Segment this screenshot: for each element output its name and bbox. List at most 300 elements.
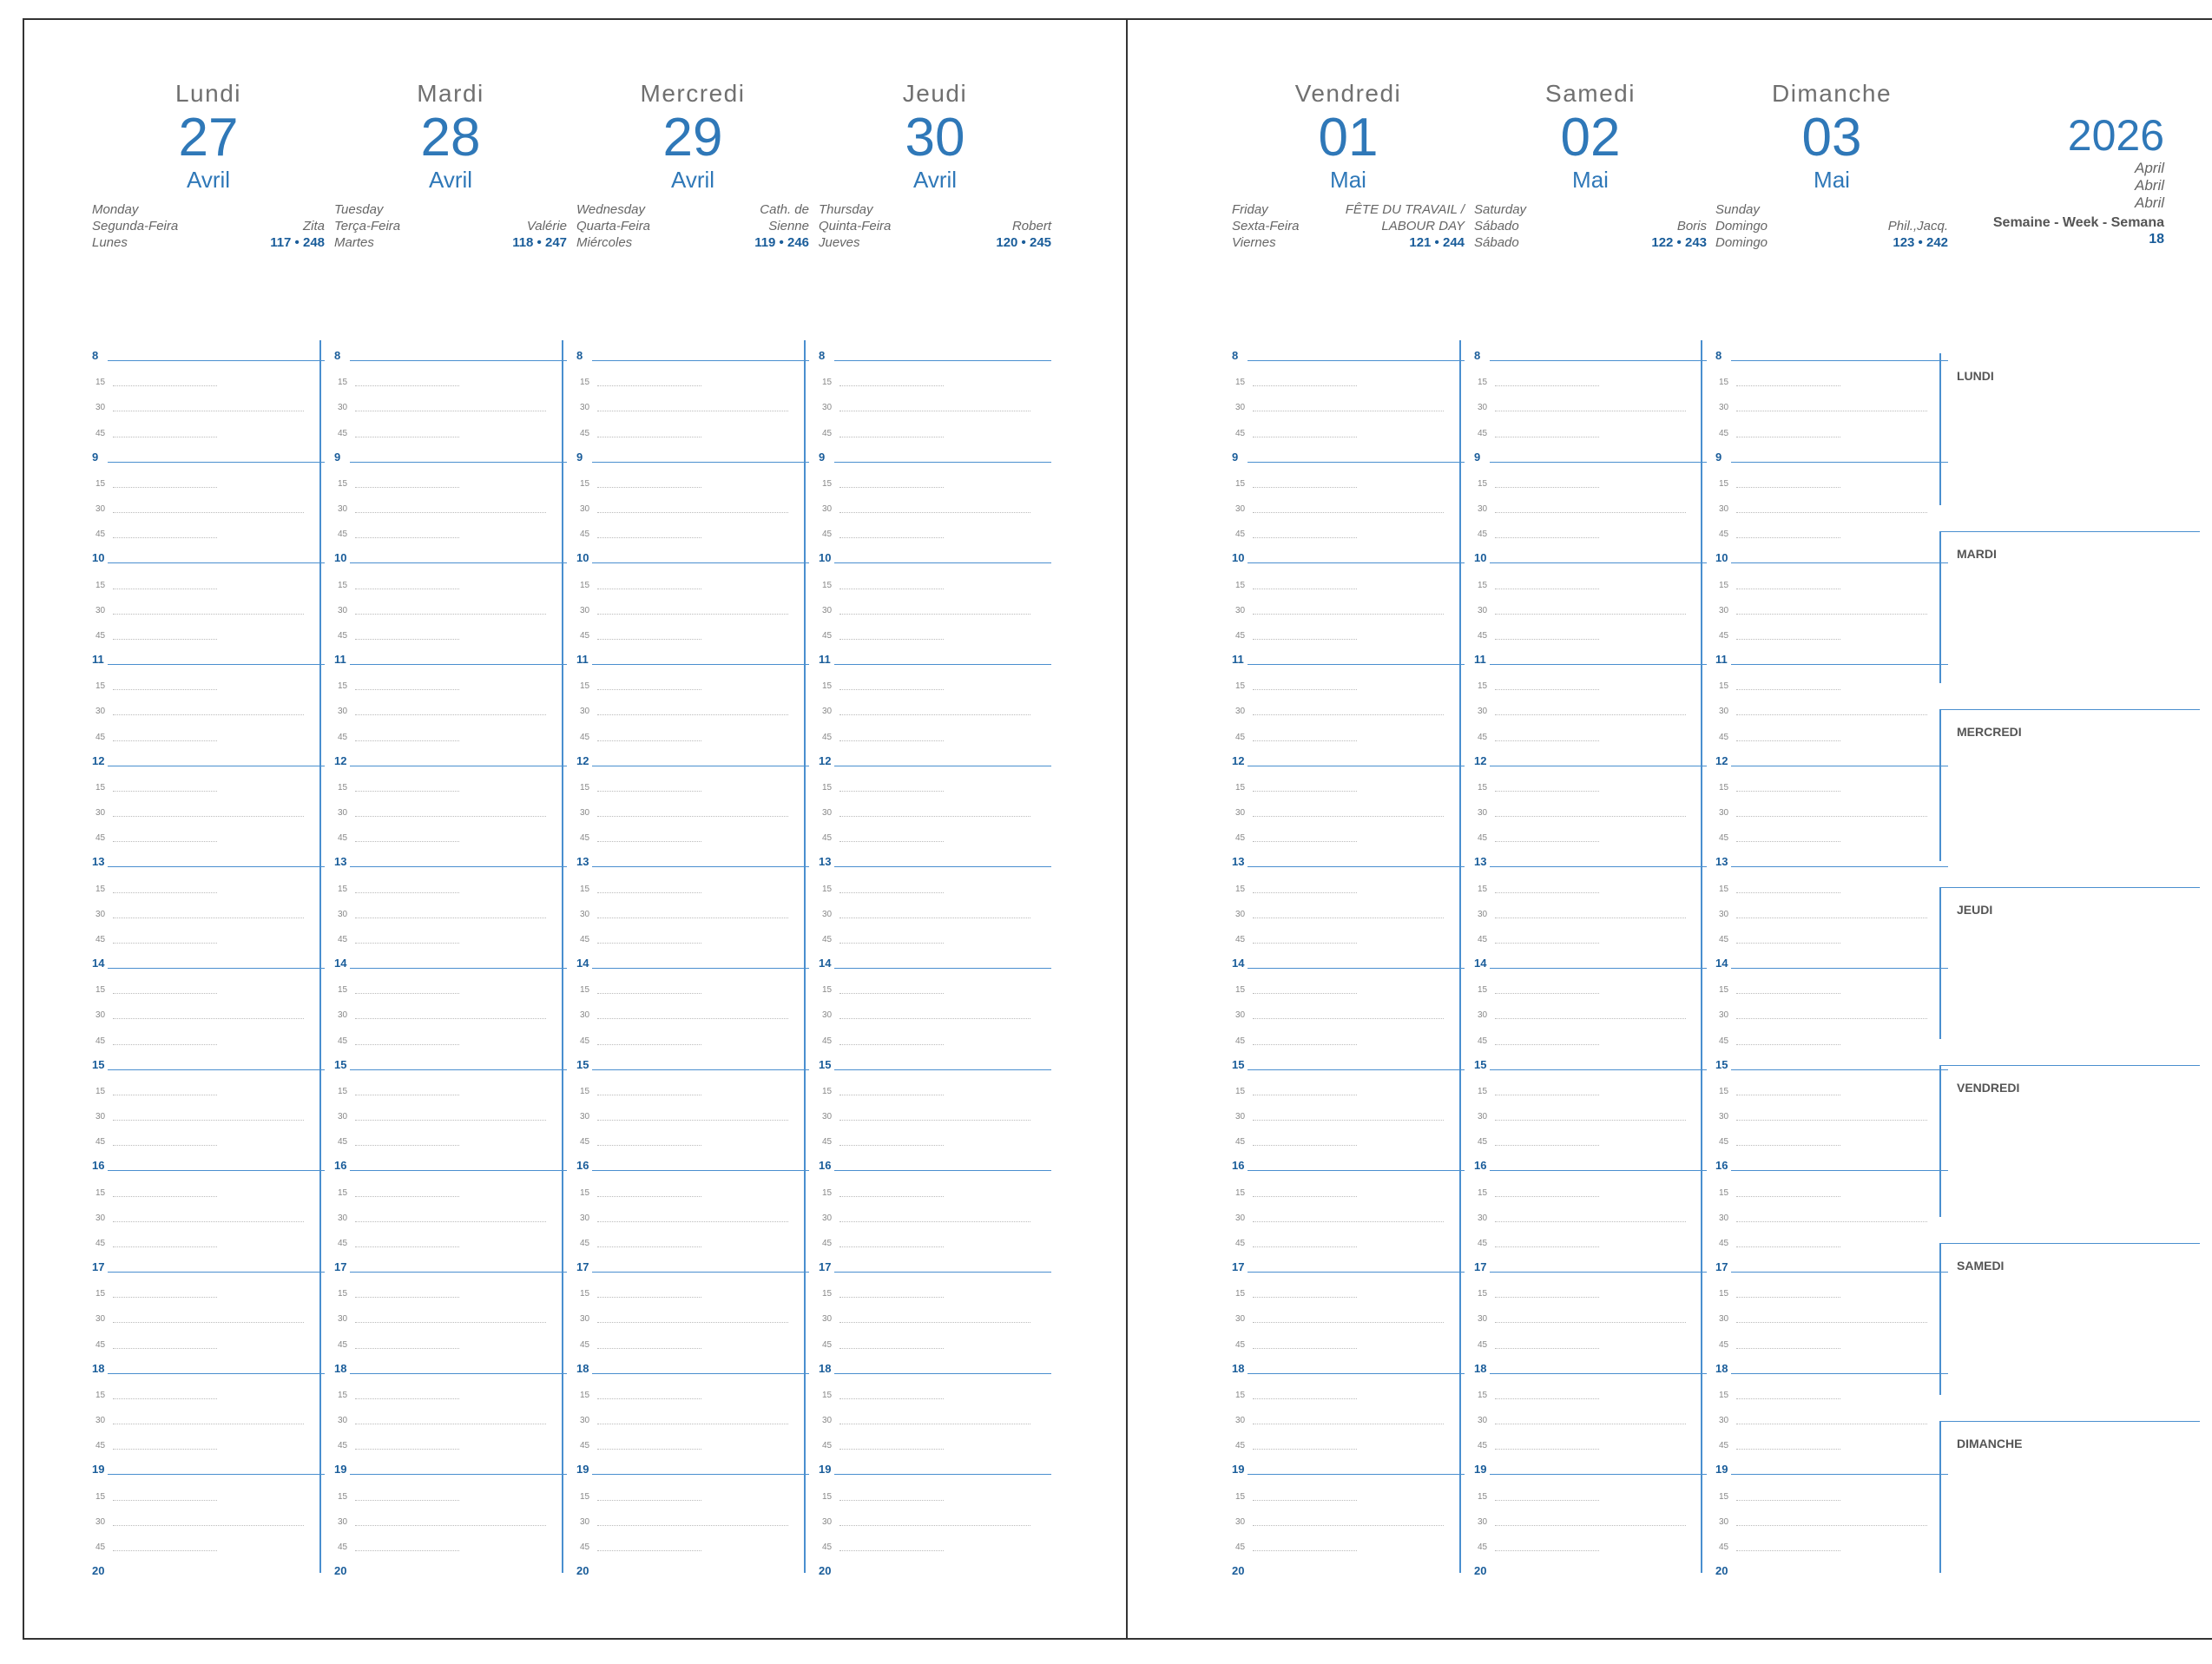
- quarter-slot[interactable]: [92, 1326, 325, 1352]
- quarter-slot[interactable]: [819, 1073, 1051, 1098]
- hour-slot[interactable]: [576, 845, 809, 870]
- quarter-slot[interactable]: [1715, 1503, 1948, 1529]
- quarter-slot[interactable]: [1474, 996, 1707, 1022]
- quarter-slot[interactable]: [1232, 719, 1465, 744]
- quarter-slot[interactable]: [819, 1326, 1051, 1352]
- quarter-slot[interactable]: [576, 1023, 809, 1048]
- quarter-slot[interactable]: [92, 490, 325, 516]
- hour-slot[interactable]: [1474, 440, 1707, 465]
- quarter-slot[interactable]: [576, 490, 809, 516]
- quarter-slot[interactable]: [576, 592, 809, 617]
- quarter-slot[interactable]: [92, 693, 325, 718]
- quarter-slot[interactable]: [92, 1225, 325, 1250]
- quarter-slot[interactable]: [92, 1402, 325, 1427]
- quarter-slot[interactable]: [576, 1300, 809, 1325]
- quarter-slot[interactable]: [1232, 1123, 1465, 1148]
- hour-slot[interactable]: [92, 1452, 325, 1477]
- quarter-slot[interactable]: [1474, 921, 1707, 946]
- hour-slot[interactable]: [1715, 1452, 1948, 1477]
- quarter-slot[interactable]: [819, 1200, 1051, 1225]
- hour-slot[interactable]: [819, 1452, 1051, 1477]
- quarter-slot[interactable]: [334, 693, 567, 718]
- hour-slot[interactable]: [334, 642, 567, 668]
- recap-box[interactable]: [1939, 1243, 2200, 1395]
- quarter-slot[interactable]: [1232, 668, 1465, 693]
- quarter-slot[interactable]: [819, 668, 1051, 693]
- hour-slot[interactable]: [819, 339, 1051, 364]
- quarter-slot[interactable]: [334, 668, 567, 693]
- hour-slot[interactable]: [1715, 845, 1948, 870]
- quarter-slot[interactable]: [819, 719, 1051, 744]
- quarter-slot[interactable]: [576, 516, 809, 541]
- quarter-slot[interactable]: [1715, 1225, 1948, 1250]
- quarter-slot[interactable]: [334, 516, 567, 541]
- hour-slot[interactable]: [1232, 440, 1465, 465]
- hour-slot[interactable]: [334, 1554, 567, 1579]
- quarter-slot[interactable]: [1474, 617, 1707, 642]
- quarter-slot[interactable]: [576, 693, 809, 718]
- quarter-slot[interactable]: [1232, 819, 1465, 845]
- quarter-slot[interactable]: [92, 1377, 325, 1402]
- quarter-slot[interactable]: [1232, 1300, 1465, 1325]
- quarter-slot[interactable]: [819, 1402, 1051, 1427]
- quarter-slot[interactable]: [334, 1023, 567, 1048]
- hour-slot[interactable]: [1232, 1148, 1465, 1174]
- quarter-slot[interactable]: [1474, 389, 1707, 414]
- quarter-slot[interactable]: [334, 415, 567, 440]
- hour-slot[interactable]: [819, 541, 1051, 566]
- quarter-slot[interactable]: [1474, 516, 1707, 541]
- quarter-slot[interactable]: [1715, 1427, 1948, 1452]
- quarter-slot[interactable]: [1715, 516, 1948, 541]
- quarter-slot[interactable]: [576, 1377, 809, 1402]
- quarter-slot[interactable]: [819, 490, 1051, 516]
- quarter-slot[interactable]: [1232, 364, 1465, 389]
- quarter-slot[interactable]: [1232, 794, 1465, 819]
- quarter-slot[interactable]: [1232, 465, 1465, 490]
- hour-slot[interactable]: [576, 1352, 809, 1377]
- quarter-slot[interactable]: [1474, 1377, 1707, 1402]
- quarter-slot[interactable]: [334, 1427, 567, 1452]
- quarter-slot[interactable]: [1232, 996, 1465, 1022]
- hour-slot[interactable]: [92, 1250, 325, 1275]
- quarter-slot[interactable]: [1715, 364, 1948, 389]
- hour-slot[interactable]: [819, 946, 1051, 971]
- quarter-slot[interactable]: [334, 1402, 567, 1427]
- quarter-slot[interactable]: [1715, 465, 1948, 490]
- quarter-slot[interactable]: [576, 1275, 809, 1300]
- quarter-slot[interactable]: [1474, 1200, 1707, 1225]
- hour-slot[interactable]: [1232, 946, 1465, 971]
- hour-slot[interactable]: [1715, 1352, 1948, 1377]
- quarter-slot[interactable]: [576, 769, 809, 794]
- quarter-slot[interactable]: [1474, 1326, 1707, 1352]
- quarter-slot[interactable]: [1474, 567, 1707, 592]
- quarter-slot[interactable]: [576, 1073, 809, 1098]
- quarter-slot[interactable]: [819, 516, 1051, 541]
- quarter-slot[interactable]: [1232, 1275, 1465, 1300]
- quarter-slot[interactable]: [1715, 1402, 1948, 1427]
- quarter-slot[interactable]: [334, 1225, 567, 1250]
- quarter-slot[interactable]: [92, 1174, 325, 1200]
- quarter-slot[interactable]: [1715, 1200, 1948, 1225]
- quarter-slot[interactable]: [1715, 1529, 1948, 1554]
- quarter-slot[interactable]: [92, 719, 325, 744]
- quarter-slot[interactable]: [1715, 1098, 1948, 1123]
- quarter-slot[interactable]: [1715, 871, 1948, 896]
- quarter-slot[interactable]: [1474, 819, 1707, 845]
- hour-slot[interactable]: [92, 1554, 325, 1579]
- quarter-slot[interactable]: [819, 1300, 1051, 1325]
- quarter-slot[interactable]: [819, 794, 1051, 819]
- quarter-slot[interactable]: [334, 819, 567, 845]
- quarter-slot[interactable]: [819, 592, 1051, 617]
- quarter-slot[interactable]: [92, 1023, 325, 1048]
- quarter-slot[interactable]: [819, 921, 1051, 946]
- quarter-slot[interactable]: [1474, 465, 1707, 490]
- quarter-slot[interactable]: [1232, 921, 1465, 946]
- quarter-slot[interactable]: [1715, 769, 1948, 794]
- quarter-slot[interactable]: [1232, 971, 1465, 996]
- quarter-slot[interactable]: [1232, 896, 1465, 921]
- quarter-slot[interactable]: [1715, 794, 1948, 819]
- quarter-slot[interactable]: [1474, 1098, 1707, 1123]
- quarter-slot[interactable]: [1715, 1275, 1948, 1300]
- quarter-slot[interactable]: [576, 1503, 809, 1529]
- quarter-slot[interactable]: [576, 1427, 809, 1452]
- quarter-slot[interactable]: [1715, 617, 1948, 642]
- quarter-slot[interactable]: [334, 567, 567, 592]
- quarter-slot[interactable]: [1715, 819, 1948, 845]
- hour-slot[interactable]: [819, 1554, 1051, 1579]
- quarter-slot[interactable]: [334, 364, 567, 389]
- quarter-slot[interactable]: [1715, 1073, 1948, 1098]
- quarter-slot[interactable]: [1474, 1503, 1707, 1529]
- hour-slot[interactable]: [1715, 1148, 1948, 1174]
- hour-slot[interactable]: [334, 946, 567, 971]
- quarter-slot[interactable]: [576, 364, 809, 389]
- quarter-slot[interactable]: [819, 364, 1051, 389]
- quarter-slot[interactable]: [1474, 719, 1707, 744]
- quarter-slot[interactable]: [819, 1529, 1051, 1554]
- hour-slot[interactable]: [1715, 642, 1948, 668]
- recap-box[interactable]: [1939, 1421, 2200, 1573]
- quarter-slot[interactable]: [334, 592, 567, 617]
- quarter-slot[interactable]: [1715, 567, 1948, 592]
- quarter-slot[interactable]: [92, 364, 325, 389]
- hour-slot[interactable]: [1474, 1452, 1707, 1477]
- quarter-slot[interactable]: [1715, 719, 1948, 744]
- hour-slot[interactable]: [1715, 946, 1948, 971]
- hour-slot[interactable]: [92, 339, 325, 364]
- quarter-slot[interactable]: [819, 896, 1051, 921]
- quarter-slot[interactable]: [1232, 1427, 1465, 1452]
- recap-box[interactable]: [1939, 1065, 2200, 1217]
- quarter-slot[interactable]: [334, 1275, 567, 1300]
- hour-slot[interactable]: [1474, 541, 1707, 566]
- quarter-slot[interactable]: [334, 996, 567, 1022]
- quarter-slot[interactable]: [92, 1529, 325, 1554]
- quarter-slot[interactable]: [1715, 1023, 1948, 1048]
- hour-slot[interactable]: [1474, 1148, 1707, 1174]
- quarter-slot[interactable]: [819, 617, 1051, 642]
- quarter-slot[interactable]: [334, 1200, 567, 1225]
- hour-slot[interactable]: [1715, 541, 1948, 566]
- hour-slot[interactable]: [1474, 946, 1707, 971]
- hour-slot[interactable]: [1232, 1048, 1465, 1073]
- quarter-slot[interactable]: [819, 389, 1051, 414]
- hour-slot[interactable]: [819, 1048, 1051, 1073]
- hour-slot[interactable]: [576, 1048, 809, 1073]
- quarter-slot[interactable]: [1474, 1023, 1707, 1048]
- quarter-slot[interactable]: [92, 1427, 325, 1452]
- quarter-slot[interactable]: [819, 971, 1051, 996]
- hour-slot[interactable]: [1232, 845, 1465, 870]
- hour-slot[interactable]: [1474, 339, 1707, 364]
- quarter-slot[interactable]: [92, 769, 325, 794]
- quarter-slot[interactable]: [1232, 415, 1465, 440]
- quarter-slot[interactable]: [1715, 592, 1948, 617]
- quarter-slot[interactable]: [1232, 592, 1465, 617]
- quarter-slot[interactable]: [819, 819, 1051, 845]
- quarter-slot[interactable]: [334, 617, 567, 642]
- hour-slot[interactable]: [576, 1250, 809, 1275]
- quarter-slot[interactable]: [1474, 1300, 1707, 1325]
- quarter-slot[interactable]: [1474, 1478, 1707, 1503]
- quarter-slot[interactable]: [1232, 1478, 1465, 1503]
- hour-slot[interactable]: [334, 1148, 567, 1174]
- hour-slot[interactable]: [576, 440, 809, 465]
- quarter-slot[interactable]: [92, 516, 325, 541]
- quarter-slot[interactable]: [819, 871, 1051, 896]
- quarter-slot[interactable]: [1474, 490, 1707, 516]
- hour-slot[interactable]: [819, 1148, 1051, 1174]
- recap-box[interactable]: [1939, 531, 2200, 683]
- quarter-slot[interactable]: [576, 465, 809, 490]
- hour-slot[interactable]: [576, 541, 809, 566]
- hour-slot[interactable]: [92, 1148, 325, 1174]
- quarter-slot[interactable]: [92, 971, 325, 996]
- quarter-slot[interactable]: [92, 389, 325, 414]
- quarter-slot[interactable]: [819, 1503, 1051, 1529]
- hour-slot[interactable]: [576, 642, 809, 668]
- quarter-slot[interactable]: [819, 1377, 1051, 1402]
- hour-slot[interactable]: [1232, 1452, 1465, 1477]
- hour-slot[interactable]: [576, 946, 809, 971]
- hour-slot[interactable]: [92, 642, 325, 668]
- quarter-slot[interactable]: [1474, 1073, 1707, 1098]
- quarter-slot[interactable]: [576, 1200, 809, 1225]
- quarter-slot[interactable]: [1474, 592, 1707, 617]
- quarter-slot[interactable]: [92, 896, 325, 921]
- hour-slot[interactable]: [92, 1048, 325, 1073]
- hour-slot[interactable]: [1474, 642, 1707, 668]
- quarter-slot[interactable]: [1232, 1402, 1465, 1427]
- quarter-slot[interactable]: [576, 1402, 809, 1427]
- hour-slot[interactable]: [819, 744, 1051, 769]
- quarter-slot[interactable]: [92, 617, 325, 642]
- quarter-slot[interactable]: [334, 971, 567, 996]
- hour-slot[interactable]: [1232, 541, 1465, 566]
- quarter-slot[interactable]: [334, 1123, 567, 1148]
- quarter-slot[interactable]: [334, 1503, 567, 1529]
- quarter-slot[interactable]: [1474, 896, 1707, 921]
- quarter-slot[interactable]: [92, 592, 325, 617]
- quarter-slot[interactable]: [819, 996, 1051, 1022]
- quarter-slot[interactable]: [1232, 1023, 1465, 1048]
- quarter-slot[interactable]: [819, 1427, 1051, 1452]
- hour-slot[interactable]: [92, 440, 325, 465]
- quarter-slot[interactable]: [92, 1300, 325, 1325]
- quarter-slot[interactable]: [576, 389, 809, 414]
- quarter-slot[interactable]: [92, 996, 325, 1022]
- quarter-slot[interactable]: [92, 567, 325, 592]
- quarter-slot[interactable]: [819, 769, 1051, 794]
- quarter-slot[interactable]: [334, 1529, 567, 1554]
- quarter-slot[interactable]: [1232, 1098, 1465, 1123]
- quarter-slot[interactable]: [1474, 1402, 1707, 1427]
- quarter-slot[interactable]: [1715, 921, 1948, 946]
- hour-slot[interactable]: [334, 744, 567, 769]
- hour-slot[interactable]: [819, 440, 1051, 465]
- quarter-slot[interactable]: [1715, 1326, 1948, 1352]
- quarter-slot[interactable]: [1232, 389, 1465, 414]
- quarter-slot[interactable]: [1715, 415, 1948, 440]
- hour-slot[interactable]: [1715, 744, 1948, 769]
- quarter-slot[interactable]: [334, 1377, 567, 1402]
- quarter-slot[interactable]: [92, 1098, 325, 1123]
- quarter-slot[interactable]: [1474, 1427, 1707, 1452]
- quarter-slot[interactable]: [334, 1326, 567, 1352]
- quarter-slot[interactable]: [334, 794, 567, 819]
- hour-slot[interactable]: [1715, 440, 1948, 465]
- hour-slot[interactable]: [1232, 1250, 1465, 1275]
- quarter-slot[interactable]: [334, 921, 567, 946]
- quarter-slot[interactable]: [1232, 567, 1465, 592]
- quarter-slot[interactable]: [334, 465, 567, 490]
- quarter-slot[interactable]: [1232, 1174, 1465, 1200]
- quarter-slot[interactable]: [576, 617, 809, 642]
- quarter-slot[interactable]: [1232, 693, 1465, 718]
- recap-box[interactable]: [1939, 353, 2200, 505]
- hour-slot[interactable]: [1715, 1554, 1948, 1579]
- quarter-slot[interactable]: [819, 1225, 1051, 1250]
- quarter-slot[interactable]: [576, 1174, 809, 1200]
- quarter-slot[interactable]: [92, 819, 325, 845]
- quarter-slot[interactable]: [1715, 996, 1948, 1022]
- hour-slot[interactable]: [334, 541, 567, 566]
- quarter-slot[interactable]: [1715, 490, 1948, 516]
- hour-slot[interactable]: [1715, 1250, 1948, 1275]
- quarter-slot[interactable]: [334, 1300, 567, 1325]
- quarter-slot[interactable]: [1474, 415, 1707, 440]
- hour-slot[interactable]: [1474, 1048, 1707, 1073]
- quarter-slot[interactable]: [1232, 1225, 1465, 1250]
- quarter-slot[interactable]: [1715, 668, 1948, 693]
- quarter-slot[interactable]: [1232, 769, 1465, 794]
- quarter-slot[interactable]: [92, 1123, 325, 1148]
- hour-slot[interactable]: [819, 1352, 1051, 1377]
- quarter-slot[interactable]: [92, 1200, 325, 1225]
- quarter-slot[interactable]: [576, 415, 809, 440]
- quarter-slot[interactable]: [819, 1275, 1051, 1300]
- quarter-slot[interactable]: [1474, 1174, 1707, 1200]
- recap-box[interactable]: [1939, 887, 2200, 1039]
- hour-slot[interactable]: [1715, 1048, 1948, 1073]
- quarter-slot[interactable]: [576, 1478, 809, 1503]
- quarter-slot[interactable]: [1474, 871, 1707, 896]
- quarter-slot[interactable]: [819, 1023, 1051, 1048]
- quarter-slot[interactable]: [1715, 971, 1948, 996]
- quarter-slot[interactable]: [1474, 1123, 1707, 1148]
- hour-slot[interactable]: [819, 642, 1051, 668]
- hour-slot[interactable]: [1474, 744, 1707, 769]
- quarter-slot[interactable]: [1232, 617, 1465, 642]
- hour-slot[interactable]: [819, 845, 1051, 870]
- quarter-slot[interactable]: [1715, 1123, 1948, 1148]
- quarter-slot[interactable]: [1715, 1377, 1948, 1402]
- quarter-slot[interactable]: [576, 871, 809, 896]
- hour-slot[interactable]: [334, 339, 567, 364]
- hour-slot[interactable]: [1232, 339, 1465, 364]
- quarter-slot[interactable]: [576, 896, 809, 921]
- quarter-slot[interactable]: [92, 1478, 325, 1503]
- hour-slot[interactable]: [334, 1250, 567, 1275]
- hour-slot[interactable]: [1232, 642, 1465, 668]
- quarter-slot[interactable]: [1715, 1174, 1948, 1200]
- quarter-slot[interactable]: [1715, 693, 1948, 718]
- hour-slot[interactable]: [1232, 1554, 1465, 1579]
- quarter-slot[interactable]: [92, 871, 325, 896]
- quarter-slot[interactable]: [92, 465, 325, 490]
- hour-slot[interactable]: [92, 946, 325, 971]
- quarter-slot[interactable]: [576, 1225, 809, 1250]
- quarter-slot[interactable]: [92, 921, 325, 946]
- hour-slot[interactable]: [1715, 339, 1948, 364]
- quarter-slot[interactable]: [576, 996, 809, 1022]
- quarter-slot[interactable]: [1474, 364, 1707, 389]
- hour-slot[interactable]: [92, 744, 325, 769]
- quarter-slot[interactable]: [576, 1529, 809, 1554]
- quarter-slot[interactable]: [819, 693, 1051, 718]
- quarter-slot[interactable]: [334, 896, 567, 921]
- hour-slot[interactable]: [334, 1352, 567, 1377]
- quarter-slot[interactable]: [576, 719, 809, 744]
- quarter-slot[interactable]: [1232, 1200, 1465, 1225]
- quarter-slot[interactable]: [1474, 1275, 1707, 1300]
- hour-slot[interactable]: [576, 339, 809, 364]
- hour-slot[interactable]: [334, 1048, 567, 1073]
- hour-slot[interactable]: [92, 1352, 325, 1377]
- quarter-slot[interactable]: [1232, 871, 1465, 896]
- hour-slot[interactable]: [334, 440, 567, 465]
- quarter-slot[interactable]: [819, 415, 1051, 440]
- quarter-slot[interactable]: [1232, 1073, 1465, 1098]
- quarter-slot[interactable]: [92, 1275, 325, 1300]
- quarter-slot[interactable]: [576, 668, 809, 693]
- quarter-slot[interactable]: [819, 465, 1051, 490]
- quarter-slot[interactable]: [92, 1503, 325, 1529]
- hour-slot[interactable]: [1474, 1352, 1707, 1377]
- hour-slot[interactable]: [92, 541, 325, 566]
- quarter-slot[interactable]: [1232, 1326, 1465, 1352]
- hour-slot[interactable]: [1474, 845, 1707, 870]
- quarter-slot[interactable]: [576, 819, 809, 845]
- quarter-slot[interactable]: [819, 1478, 1051, 1503]
- hour-slot[interactable]: [576, 1554, 809, 1579]
- quarter-slot[interactable]: [576, 1098, 809, 1123]
- recap-box[interactable]: [1939, 709, 2200, 861]
